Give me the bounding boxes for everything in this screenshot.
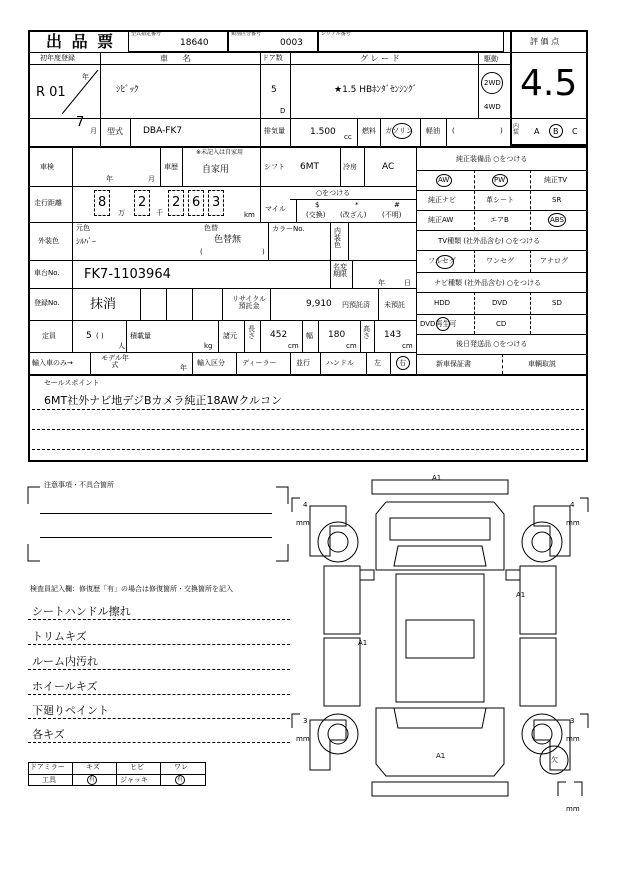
first-reg-label: 初年度登録 <box>40 54 75 62</box>
tire-fr: 4 <box>570 501 575 509</box>
fuel-diesel: 軽油 <box>426 127 440 135</box>
odo-dollar: $ <box>315 201 320 209</box>
inspection-year: 年 <box>106 175 113 183</box>
navi-sd: SD <box>552 299 562 307</box>
history-label: 車歴 <box>164 163 178 171</box>
tv-title: TV種類 (社外品含む) ○をつける <box>438 237 541 245</box>
grade-value: ★1.5 HBﾎﾝﾀﾞｾﾝｼﾝｸﾞ <box>334 85 418 95</box>
first-reg-slash <box>60 68 100 116</box>
later-title: 後日発送品 ○をつける <box>456 340 528 348</box>
width-unit: cm <box>346 342 357 350</box>
note-item-1: シートハンドル擦れ <box>32 605 131 618</box>
legend-tool-has: 有 <box>89 776 96 783</box>
sales-text: 6MT社外ナビ地デジBカメラ純正18AWクルコン <box>44 394 283 407</box>
length-label: 長さ <box>248 325 255 340</box>
chassis-value: FK7-1103964 <box>84 267 171 282</box>
repaint-value: 色替無 <box>214 235 242 245</box>
option-leather: 革シート <box>486 196 514 204</box>
colorno-label: カラーNo. <box>272 225 305 233</box>
size-label: 諸元 <box>223 332 237 340</box>
import-class-label: 輸入区分 <box>197 359 225 367</box>
capacity-value: 5 <box>86 331 92 341</box>
fuel-gasoline: ガソリン <box>385 127 413 135</box>
note-item-5: 下廻りペイント <box>32 704 109 717</box>
legend-scratch: キズ <box>86 763 100 771</box>
drive-2wd: 2WD <box>484 79 501 87</box>
navi-hdd: HDD <box>434 299 451 307</box>
odo-sen: 千 <box>156 209 163 217</box>
repaint-paren-open: ( <box>200 248 203 256</box>
drive-4wd: 4WD <box>484 103 501 111</box>
tire-fr-mm: mm <box>566 519 580 527</box>
odo-exchange: (交換) <box>306 211 326 219</box>
aircon-label: 冷房 <box>343 163 357 171</box>
handle-right: 右 <box>399 359 406 367</box>
odo-mile: マイル <box>265 205 286 213</box>
import-label: 輸入車のみ→ <box>32 359 73 367</box>
odo-tampered: (改ざん) <box>340 211 367 219</box>
interior-label: 内装 <box>513 123 520 136</box>
odo-circle-note: ○をつける <box>316 189 351 197</box>
width-value: 180 <box>328 330 346 340</box>
tire-fl-mm: mm <box>296 519 310 527</box>
height-label: 高さ <box>363 325 370 340</box>
history-value: 自家用 <box>202 165 230 175</box>
odo-digit-5: 3 <box>212 195 221 210</box>
odo-km: km <box>244 211 255 219</box>
aircon-value: AC <box>382 162 395 172</box>
fuel-other-close: ) <box>500 127 503 135</box>
inspection-label: 車検 <box>40 163 54 171</box>
tv-analog: アナログ <box>540 257 568 265</box>
odo-hash: # <box>394 201 400 209</box>
odo-star: * <box>355 201 359 209</box>
spare-mm: mm <box>566 805 580 813</box>
model-year-unit: 年 <box>180 364 187 372</box>
page-title: 出 品 票 <box>46 32 116 51</box>
type-no-label: 型式指定番号 <box>131 31 162 37</box>
note-item-4: ホイールキズ <box>32 680 98 693</box>
note-item-2: トリムキズ <box>32 630 87 643</box>
nameplate-label: 名変期限 <box>333 263 347 278</box>
shift-value: 6MT <box>300 162 319 172</box>
left-front-door <box>324 566 360 634</box>
legend-broken: ワレ <box>174 763 188 771</box>
height-unit: cm <box>402 342 413 350</box>
right-front-door <box>520 566 556 634</box>
odo-digit-1: 8 <box>98 195 107 210</box>
capacity-unit: 人 <box>118 342 125 350</box>
later-manual: 車輌取説 <box>528 360 556 368</box>
height-value: 143 <box>384 330 402 340</box>
handle-left: 左 <box>374 359 381 367</box>
orig-color-label: 元色 <box>76 224 90 232</box>
fuel-label: 燃料 <box>362 127 376 135</box>
legend-crack: ヒビ <box>130 763 144 771</box>
import-parallel: 並行 <box>296 359 310 367</box>
option-abs: ABS <box>550 216 564 224</box>
option-orig-aw: 純正AW <box>428 216 454 224</box>
sales-label: セールスポイント <box>44 379 100 387</box>
serial-label: シリアル番号 <box>321 31 351 37</box>
capacity-paren: ( ) <box>96 332 104 340</box>
navi-cd: CD <box>496 320 507 328</box>
option-airbag: エアB <box>490 216 509 224</box>
notes-label: 注意事項・不具合箇所 <box>44 481 114 489</box>
nameplate-day: 日 <box>404 279 411 287</box>
mark-front-bumper: A1 <box>432 474 442 482</box>
right-rear-door <box>520 638 556 706</box>
front-bumper <box>372 480 508 494</box>
inspection-month: 月 <box>148 175 155 183</box>
doors-d: D <box>280 107 286 115</box>
first-reg-month-label: 月 <box>90 127 97 135</box>
odo-digit-3: 2 <box>172 195 181 210</box>
handle-label: ハンドル <box>326 359 354 367</box>
fuel-other-open: ( <box>452 127 455 135</box>
import-dealer: ディーラー <box>242 359 277 367</box>
tire-rr: 3 <box>570 717 575 725</box>
color-label: 外装色 <box>38 237 59 245</box>
navi-dvdplay: DVD再生可 <box>420 320 457 328</box>
grade-label: グ レ ー ド <box>360 54 400 63</box>
odo-label: 走行距離 <box>34 199 62 207</box>
rear-glass <box>394 708 486 728</box>
option-navi: 純正ナビ <box>428 196 456 204</box>
score-label: 評 価 点 <box>530 37 560 46</box>
model-year-label: モデル年式 <box>101 354 129 369</box>
option-aw: AW <box>438 176 450 184</box>
regno-label: 登録No. <box>34 299 60 307</box>
nameplate-year: 年 <box>378 279 385 287</box>
chassis-label: 車台No. <box>34 269 60 277</box>
repaint-paren-close: ) <box>262 248 265 256</box>
model-value: DBA-FK7 <box>143 126 183 136</box>
recycle-unit: 円預託済 <box>342 301 370 309</box>
mark-right-door: A1 <box>516 591 526 599</box>
car-name-label: 車 名 <box>160 54 197 63</box>
tire-fl: 4 <box>303 501 308 509</box>
tire-rr-mm: mm <box>566 735 580 743</box>
disp-unit: cc <box>344 133 352 141</box>
class-no-value: 0003 <box>280 38 303 48</box>
tv-fullseg: フルセグ <box>428 257 456 265</box>
drive-label: 駆動 <box>484 55 498 63</box>
disp-value: 1.500 <box>310 127 336 137</box>
first-reg-month: 7 <box>76 115 85 130</box>
load-unit: kg <box>204 342 213 350</box>
first-reg-year-label: 年 <box>82 73 89 81</box>
length-value: 452 <box>270 330 288 340</box>
legend-tool: 工具 <box>42 776 56 784</box>
note-item-3: ルーム内汚れ <box>32 655 98 668</box>
length-unit: cm <box>288 342 299 350</box>
tire-rl-mm: mm <box>296 735 310 743</box>
rear-bumper <box>372 782 508 796</box>
interior-a: A <box>534 127 540 136</box>
model-label: 型式 <box>107 127 123 136</box>
tv-oneseg: ワンセグ <box>486 257 514 265</box>
interior-b: B <box>553 127 559 136</box>
int-color-label: 内装色 <box>334 227 341 249</box>
recycle-value: 9,910 <box>306 299 332 309</box>
legend-jack-has: 有 <box>177 776 184 783</box>
car-name-value: ｼﾋﾞｯｸ <box>116 85 139 95</box>
capacity-label: 定員 <box>42 332 56 340</box>
class-no-label: 類別区分番号 <box>231 31 262 37</box>
front-right-wheel <box>522 522 562 562</box>
later-warranty: 新車保証書 <box>436 360 471 368</box>
legend-mirror: ドアミラー <box>30 763 65 771</box>
type-no-value: 18640 <box>180 38 209 48</box>
odo-digit-2: 2 <box>138 195 147 210</box>
notes-bracket <box>26 481 292 564</box>
shift-label: シフト <box>264 163 285 171</box>
odo-unknown: (不明) <box>382 211 402 219</box>
odo-digit-4: 6 <box>192 195 201 210</box>
navi-title: ナビ種類 (社外品含む) ○をつける <box>434 279 542 287</box>
mark-left-door: A1 <box>358 639 368 647</box>
spare-label: 欠 <box>551 756 558 764</box>
front-left-wheel <box>318 522 358 562</box>
navi-dvd: DVD <box>492 299 508 307</box>
regno-value: 抹消 <box>90 297 117 312</box>
load-label: 積載量 <box>130 332 151 340</box>
note-item-6: 各キズ <box>32 728 65 741</box>
recycle-label: リサイクル預託金 <box>231 295 267 310</box>
trunk <box>376 708 504 776</box>
roof <box>396 574 484 702</box>
windshield <box>394 546 486 566</box>
doors-value: 5 <box>271 85 277 95</box>
score-value: 4.5 <box>520 63 578 104</box>
legend-jack: ジャッキ <box>120 776 148 784</box>
mark-rear-bumper: A1 <box>436 752 446 760</box>
interior-c: C <box>572 127 578 136</box>
option-pw: PW <box>494 176 506 184</box>
disp-label: 排気量 <box>264 127 285 135</box>
width-label: 幅 <box>306 332 313 340</box>
options-title: 純正装備品 ○をつける <box>456 155 528 163</box>
left-rear-door <box>324 638 360 706</box>
odo-man: 万 <box>118 209 125 217</box>
history-note: ※未記入は自家用 <box>196 149 244 156</box>
repaint-label: 色替 <box>204 224 218 232</box>
orig-color-value: ｼﾙﾊﾞｰ <box>76 237 96 246</box>
doors-label: ドア数 <box>262 54 283 62</box>
recycle-none: 未預託 <box>384 301 405 309</box>
inspector-note: 検査員記入欄：修復歴「有」の場合は修復箇所・交換箇所を記入 <box>30 585 233 593</box>
first-reg-era: R 01 <box>36 85 66 100</box>
option-tv: 純正TV <box>544 176 568 184</box>
tire-rl: 3 <box>303 717 308 725</box>
option-sr: SR <box>552 196 562 204</box>
